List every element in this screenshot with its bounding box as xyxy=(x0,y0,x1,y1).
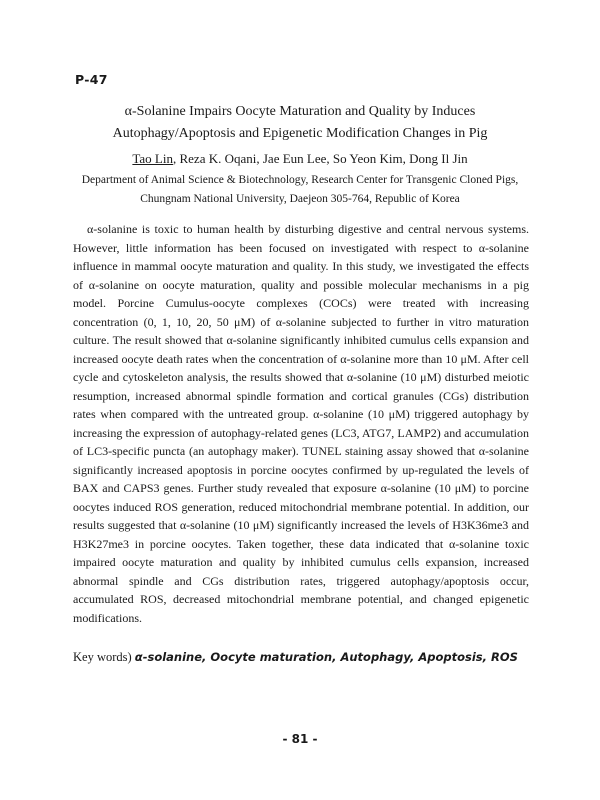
title-line-2: Autophagy/Apoptosis and Epigenetic Modification Changes in Pig xyxy=(112,126,488,141)
abstract-title xyxy=(60,101,540,145)
page-number: - 81 - xyxy=(282,732,318,746)
author-list xyxy=(60,150,540,168)
presenting-author: Tao Lin xyxy=(132,151,173,166)
poster-code: P-47 xyxy=(75,72,108,87)
affiliation xyxy=(60,171,540,209)
keywords-label: Key words) xyxy=(73,650,132,664)
affiliation-line-2: Chungnam National University, Daejeon 305-764, Republic of Korea xyxy=(140,193,460,205)
title-line-1: α-Solanine Impairs Oocyte Maturation and Quality by Induces xyxy=(124,104,476,119)
affiliation-line-1: Department of Animal Science & Biotechnology, Research Center for Transgenic Cloned Pigs, xyxy=(81,174,519,186)
keywords xyxy=(73,648,529,666)
abstract-body: α-solanine is toxic to human health by disturbing digestive and central nervous systems. However, little information has been focused on investigated with respect to α-solanine influence in mammal oocyte maturation and quality. In this study, we investigated the effects of α-solanine on oocyte maturation, quality and possible molecular mechanisms in a pig model. Porcine Cumulus-oocyte complexes (COCs) were treated with increasing concentration (0, 1, 10, 20, 50 μM) of α-solanine subjected to further in vitro maturation culture. The result showed that α-solanine significantly inhibited cumulus cells expansion and increased oocyte death rates when the concentration of α-solanine more than 10 μM. After cell cycle and cytoskeleton analysis, the results showed that α-solanine (10 μM) disturbed meiotic resumption, increased abnormal spindle formation and cortical granules (CGs) distribution rates when compared with the untreated group. α-solanine (10 μM) triggered autophagy by increasing the expression of autophagy-related genes (LC3, ATG7, LAMP2) and accumulation of LC3-specific puncta (an autophagy maker). TUNEL staining assay showed that α-solanine significantly increased apoptosis in porcine oocytes confirmed by up-regulated the levels of BAX and CAPS3 genes. Further study revealed that exposure α-solanine (10 μM) to porcine oocytes induced ROS generation, reduced mitochondrial membrane potential. In addition, our results suggested that α-solanine (10 μM) significantly increased the levels of H3K36me3 and H3K27me3 in porcine oocytes. Taken together, these data indicated that α-solanine toxic impaired oocyte maturation and quality by inhibited cumulus cells expansion, increased abnormal spindle and CGs distribution rates, triggered autophagy/apoptosis occur, accumulated ROS, decreased mitochondrial membrane potential, and changed epigenetic modifications. xyxy=(73,222,529,625)
keywords-terms: α-solanine, Oocyte maturation, Autophagy, Apoptosis, ROS xyxy=(134,650,518,664)
co-authors: , Reza K. Oqani, Jae Eun Lee, So Yeon Kim, Dong Il Jin xyxy=(172,151,468,166)
